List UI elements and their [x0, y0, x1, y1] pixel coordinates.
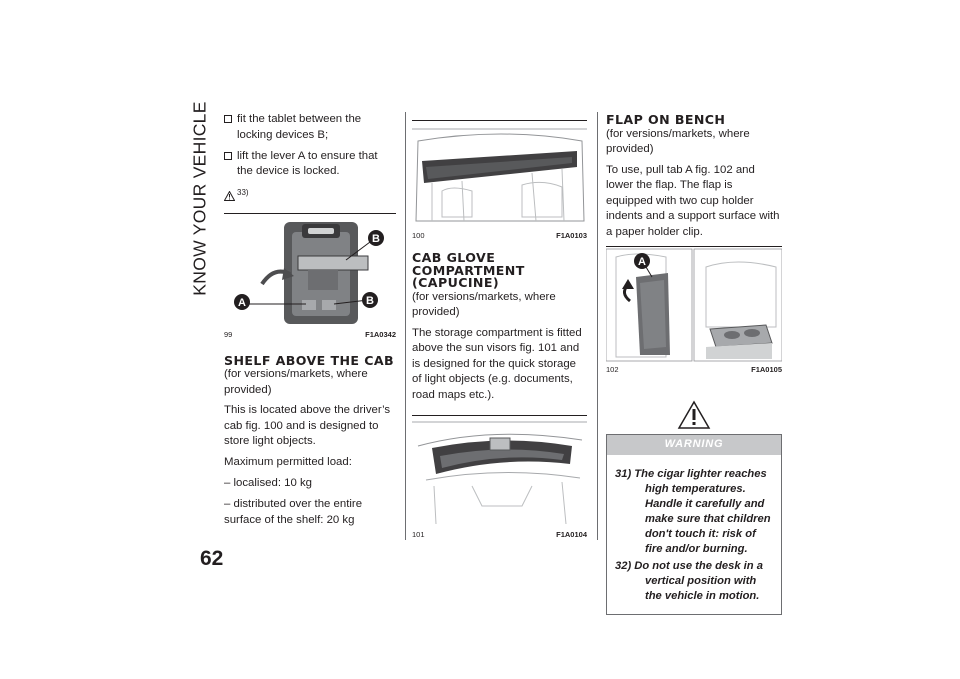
column-separator — [405, 112, 406, 540]
paragraph: – distributed over the entire surface of the shelf: 20 kg — [224, 498, 363, 526]
section-subheading: (for versions/markets, where provided) — [224, 368, 368, 396]
checkbox-bullet-icon — [224, 115, 232, 123]
warning-item: 32) Do not use the desk in a vertical position with the vehicle in motion. — [615, 559, 763, 602]
figure-caption: 101 F1A0104 — [412, 530, 587, 539]
warning-box — [606, 434, 782, 615]
label-B: B — [366, 294, 374, 307]
label-B: B — [372, 232, 380, 245]
paragraph: To use, pull tab A fig. 102 and lower the flap. The flap is equipped with two cup holder indents and a support surface with a paper holder clip. — [606, 163, 780, 238]
figure-caption: 99 F1A0342 — [224, 329, 396, 339]
warning-reference: 33) — [224, 185, 396, 201]
label-A: A — [638, 256, 646, 268]
warning-list — [607, 455, 781, 614]
page-number: 62 — [200, 547, 224, 570]
checkbox-bullet-icon — [224, 152, 232, 160]
paragraph: This is located above the driver’s cab fig. 100 and is designed to store light objects. — [224, 404, 391, 447]
paragraph: – localised: 10 kg — [224, 477, 313, 489]
warning-triangle-icon — [677, 400, 711, 430]
paragraph: The storage compartment is fitted above the sun visors fig. 101 and is designed for the quick storage of light objects (e.g. documents, road maps etc.). — [412, 326, 582, 401]
section-subheading: (for versions/markets, where provided) — [412, 290, 556, 318]
section-heading: FLAP ON BENCH — [606, 112, 726, 127]
column-1 — [224, 112, 396, 534]
paragraph: Maximum permitted load: — [224, 456, 352, 468]
figure-caption: 100 F1A0103 — [412, 231, 587, 240]
section-heading: CAB GLOVE COMPARTMENT (CAPUCINE) — [412, 250, 525, 290]
figure-101 — [412, 415, 587, 539]
figure-99 — [224, 213, 396, 339]
cab-glove-compartment-illustration — [412, 416, 587, 528]
column-3 — [606, 114, 782, 615]
figure-caption: 102 F1A0105 — [606, 365, 782, 374]
bullet-item: lift the lever A to ensure that the device is locked. — [224, 149, 396, 180]
section-title-text: KNOW YOUR VEHICLE — [189, 100, 210, 296]
figure-100 — [412, 120, 587, 240]
warning-icon-wrapper — [606, 400, 782, 430]
column-separator — [597, 112, 598, 540]
bullet-item: fit the tablet between the locking devices B; — [224, 112, 396, 143]
shelf-above-cab-illustration — [412, 121, 587, 229]
warning-triangle-icon — [224, 191, 235, 201]
warning-item: 31) The cigar lighter reaches high temperatures. Handle it carefully and make sure that children don't touch it: risk of fire and/or burning. — [615, 467, 771, 555]
desk-locking-illustration — [224, 214, 396, 328]
label-A: A — [238, 296, 246, 309]
section-heading: SHELF ABOVE THE CAB — [224, 352, 394, 368]
warning-title: WARNING — [607, 435, 781, 455]
column-2 — [412, 120, 587, 539]
figure-102 — [606, 246, 782, 374]
flap-on-bench-illustration — [606, 247, 782, 363]
section-subheading: (for versions/markets, where provided) — [606, 127, 750, 155]
section-title — [183, 100, 217, 296]
